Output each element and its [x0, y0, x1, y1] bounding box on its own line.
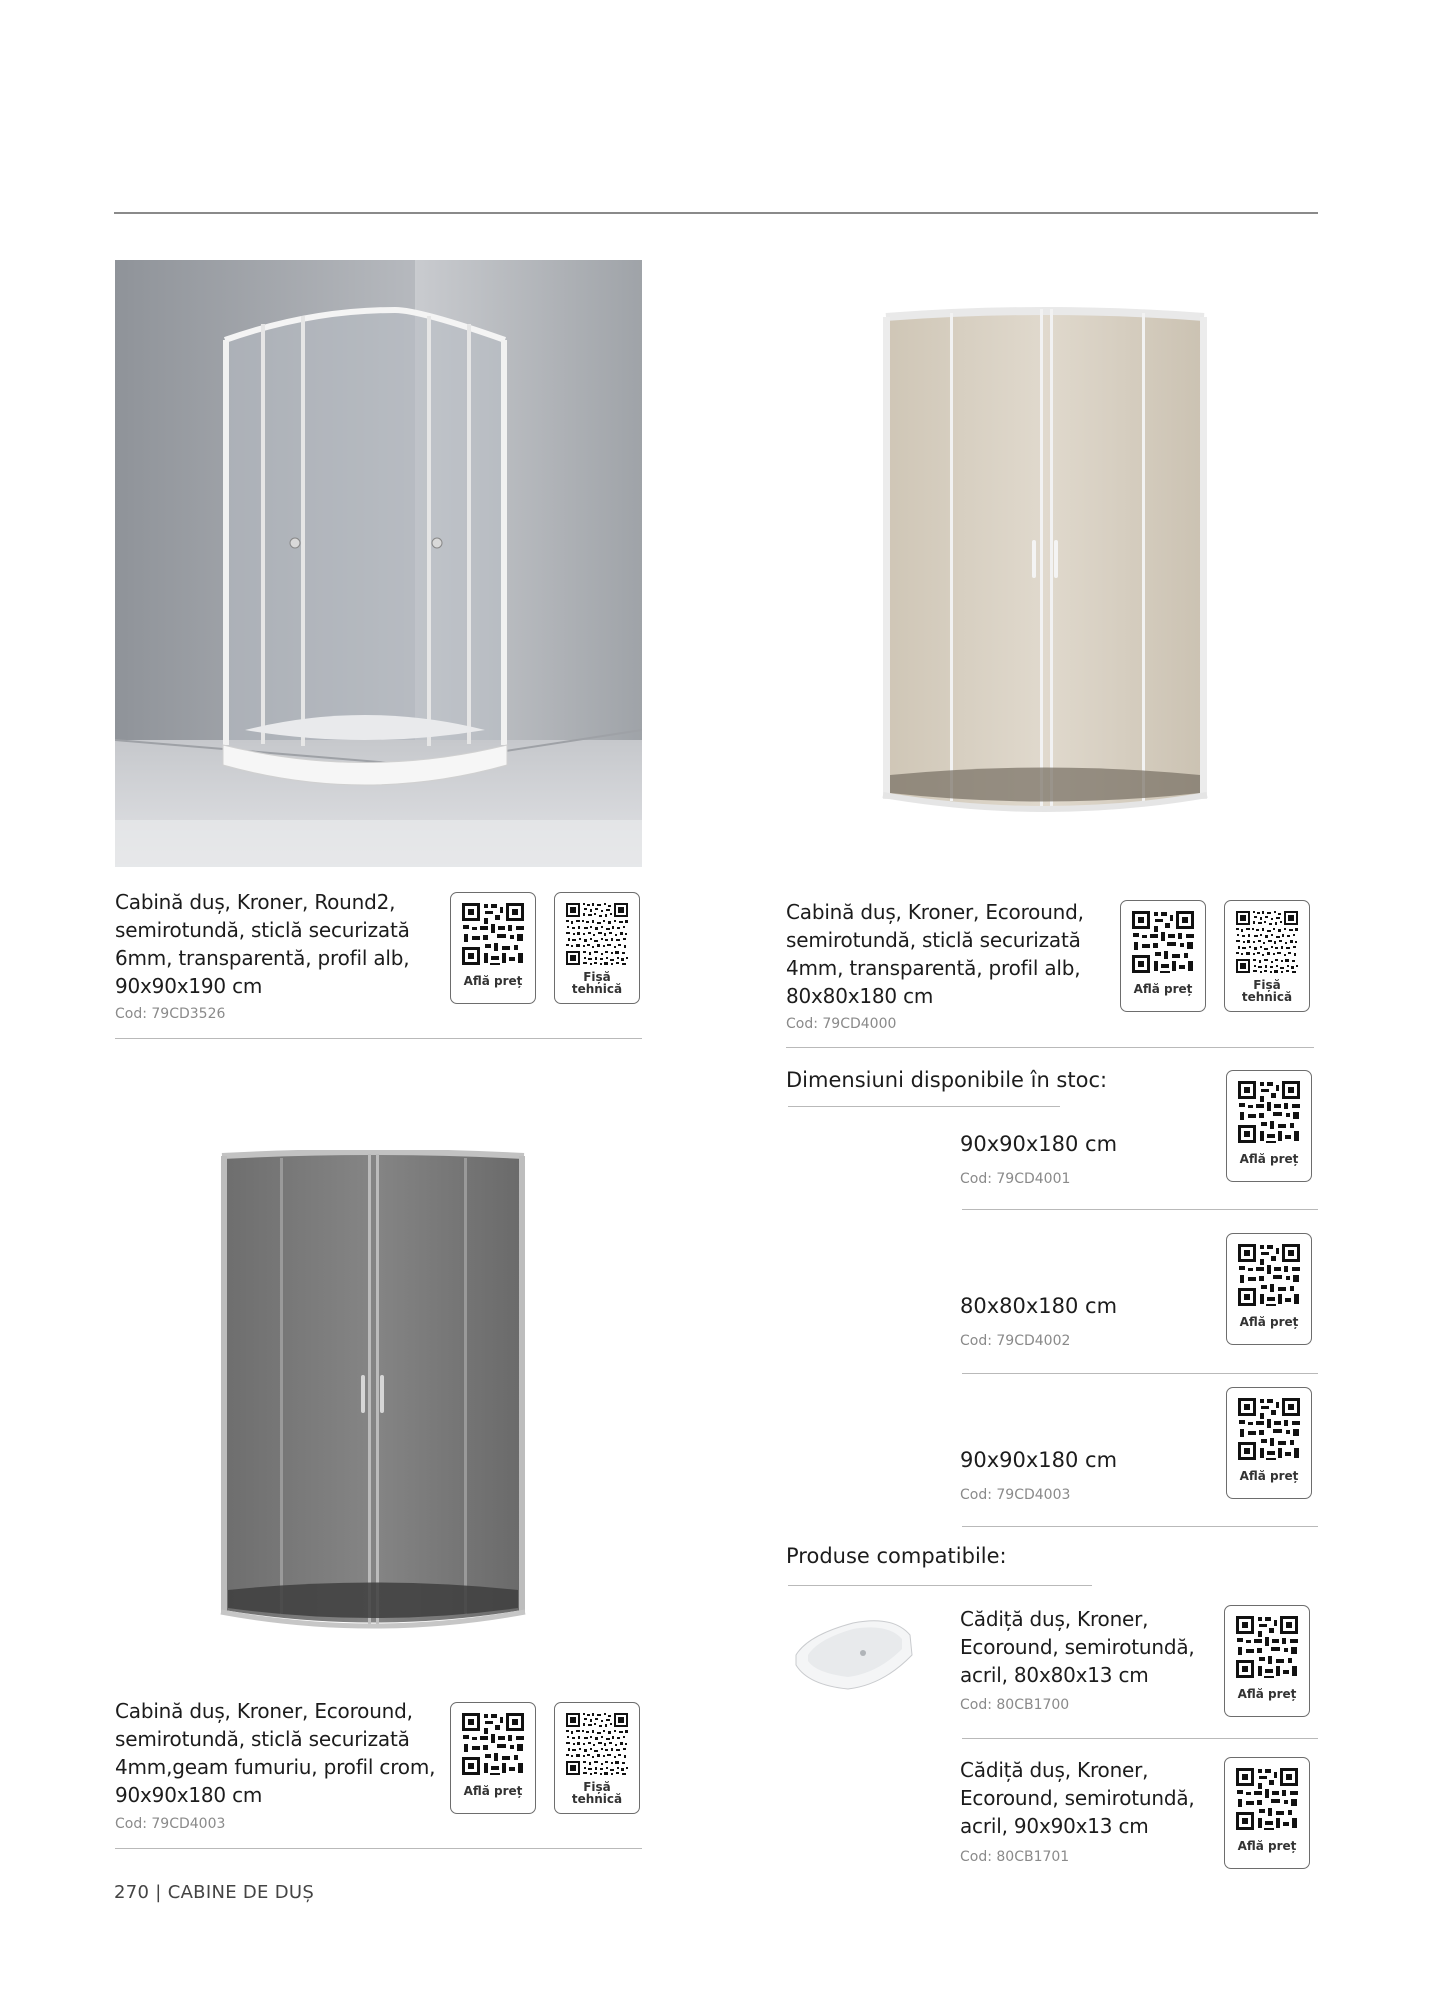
shower-tray-image — [788, 1615, 918, 1695]
shower-cabin-ecoround-smoked-photo — [218, 1150, 528, 1635]
stock-size: 90x90x180 cm — [960, 1448, 1118, 1472]
qr-code-icon[interactable] — [1234, 909, 1300, 975]
divider — [962, 1738, 1318, 1739]
page-number: 270 — [114, 1882, 150, 1903]
title-line: 90x90x180 cm — [115, 1783, 263, 1807]
spec-label-line: Fișă — [1253, 978, 1281, 992]
shower-tray-photo — [788, 1615, 918, 1695]
price-qr-card-ecoround-smoked[interactable] — [450, 1702, 536, 1814]
spec-qr-card-ecoround-white[interactable] — [1224, 900, 1310, 1012]
price-qr-label: Află preț — [1237, 1839, 1297, 1853]
qr-code-icon[interactable] — [460, 901, 526, 967]
qr-code-icon[interactable] — [1234, 1614, 1300, 1680]
price-qr-card-stock-2[interactable] — [1226, 1233, 1312, 1345]
qr-code-icon[interactable] — [564, 1711, 630, 1777]
price-qr-label: Află preț — [1239, 1469, 1299, 1483]
shower-cabin-ecoround-white-photo — [880, 305, 1210, 815]
stock-code: Cod: 79CD4001 — [960, 1171, 1071, 1187]
product-code-ecoround-white: Cod: 79CD4000 — [786, 1016, 897, 1032]
title-line: acril, 80x80x13 cm — [960, 1663, 1149, 1687]
page-footer — [114, 1882, 314, 1903]
product-title-round2 — [115, 888, 435, 1000]
stock-code: Cod: 79CD4003 — [960, 1487, 1071, 1503]
qr-code-icon[interactable] — [1130, 909, 1196, 975]
spec-label-line: tehnică — [1241, 990, 1293, 1004]
spec-qr-card-round2[interactable] — [554, 892, 640, 1004]
divider — [115, 1038, 642, 1039]
stock-size: 90x90x180 cm — [960, 1132, 1118, 1156]
footer-separator: | — [155, 1882, 162, 1903]
qr-code-icon[interactable] — [1236, 1079, 1302, 1145]
stock-size: 80x80x180 cm — [960, 1294, 1118, 1318]
spec-qr-label — [555, 971, 639, 995]
divider — [115, 1848, 642, 1849]
title-line: Ecoround, semirotundă, — [960, 1786, 1195, 1810]
price-qr-card-stock-3[interactable] — [1226, 1387, 1312, 1499]
product-title-ecoround-smoked — [115, 1697, 445, 1809]
divider — [962, 1209, 1318, 1210]
title-line: 90x90x190 cm — [115, 974, 263, 998]
price-qr-label: Află preț — [463, 974, 523, 988]
title-line: semirotundă, sticlă securizată — [115, 1727, 410, 1751]
spec-label-line: tehnică — [571, 982, 623, 996]
divider — [962, 1373, 1318, 1374]
qr-code-icon[interactable] — [460, 1711, 526, 1777]
price-qr-label: Află preț — [1133, 982, 1193, 996]
title-line: Cădiță duș, Kroner, — [960, 1758, 1149, 1782]
price-qr-card-ecoround-white[interactable] — [1120, 900, 1206, 1012]
title-line: 6mm, transparentă, profil alb, — [115, 946, 410, 970]
top-divider — [114, 212, 1318, 214]
spec-qr-label — [1225, 979, 1309, 1003]
qr-code-icon[interactable] — [564, 901, 630, 967]
product-title-ecoround-white — [786, 898, 1106, 1010]
section-name: CABINE DE DUȘ — [167, 1882, 315, 1903]
divider — [788, 1585, 1092, 1586]
compatible-code: Cod: 80CB1700 — [960, 1697, 1070, 1713]
price-qr-card-round2[interactable] — [450, 892, 536, 1004]
divider — [788, 1106, 1060, 1107]
title-line: Cabină duș, Kroner, Round2, — [115, 890, 396, 914]
title-line: 4mm, transparentă, profil alb, — [786, 956, 1081, 980]
stock-heading: Dimensiuni disponibile în stoc: — [786, 1068, 1108, 1092]
qr-code-icon[interactable] — [1236, 1242, 1302, 1308]
compatible-title — [960, 1756, 1220, 1840]
price-qr-label: Află preț — [1239, 1152, 1299, 1166]
title-line: semirotundă, sticlă securizată — [115, 918, 410, 942]
compatible-heading: Produse compatibile: — [786, 1544, 1007, 1568]
title-line: 80x80x180 cm — [786, 984, 934, 1008]
product-image-round2 — [115, 260, 642, 867]
price-qr-label: Află preț — [1239, 1315, 1299, 1329]
spec-label-line: Fișă — [583, 970, 611, 984]
product-code-round2: Cod: 79CD3526 — [115, 1006, 226, 1022]
qr-code-icon[interactable] — [1234, 1766, 1300, 1832]
divider — [962, 1526, 1318, 1527]
title-line: Ecoround, semirotundă, — [960, 1635, 1195, 1659]
stock-code: Cod: 79CD4002 — [960, 1333, 1071, 1349]
compatible-title — [960, 1605, 1220, 1689]
spec-label-line: tehnică — [571, 1792, 623, 1806]
spec-label-line: Fișă — [583, 1780, 611, 1794]
shower-cabin-round2-photo — [115, 260, 642, 867]
title-line: Cădiță duș, Kroner, — [960, 1607, 1149, 1631]
title-line: Cabină duș, Kroner, Ecoround, — [115, 1699, 413, 1723]
price-qr-card-tray-90[interactable] — [1224, 1757, 1310, 1869]
product-image-ecoround-white — [880, 305, 1210, 815]
divider — [786, 1047, 1314, 1048]
spec-qr-label — [555, 1781, 639, 1805]
price-qr-card-tray-80[interactable] — [1224, 1605, 1310, 1717]
price-qr-label: Află preț — [1237, 1687, 1297, 1701]
title-line: acril, 90x90x13 cm — [960, 1814, 1149, 1838]
compatible-code: Cod: 80CB1701 — [960, 1849, 1070, 1865]
title-line: semirotundă, sticlă securizată — [786, 928, 1081, 952]
product-image-ecoround-smoked — [218, 1150, 528, 1635]
price-qr-label: Află preț — [463, 1784, 523, 1798]
qr-code-icon[interactable] — [1236, 1396, 1302, 1462]
title-line: 4mm,geam fumuriu, profil crom, — [115, 1755, 436, 1779]
spec-qr-card-ecoround-smoked[interactable] — [554, 1702, 640, 1814]
price-qr-card-stock-1[interactable] — [1226, 1070, 1312, 1182]
title-line: Cabină duș, Kroner, Ecoround, — [786, 900, 1084, 924]
product-code-ecoround-smoked: Cod: 79CD4003 — [115, 1816, 226, 1832]
